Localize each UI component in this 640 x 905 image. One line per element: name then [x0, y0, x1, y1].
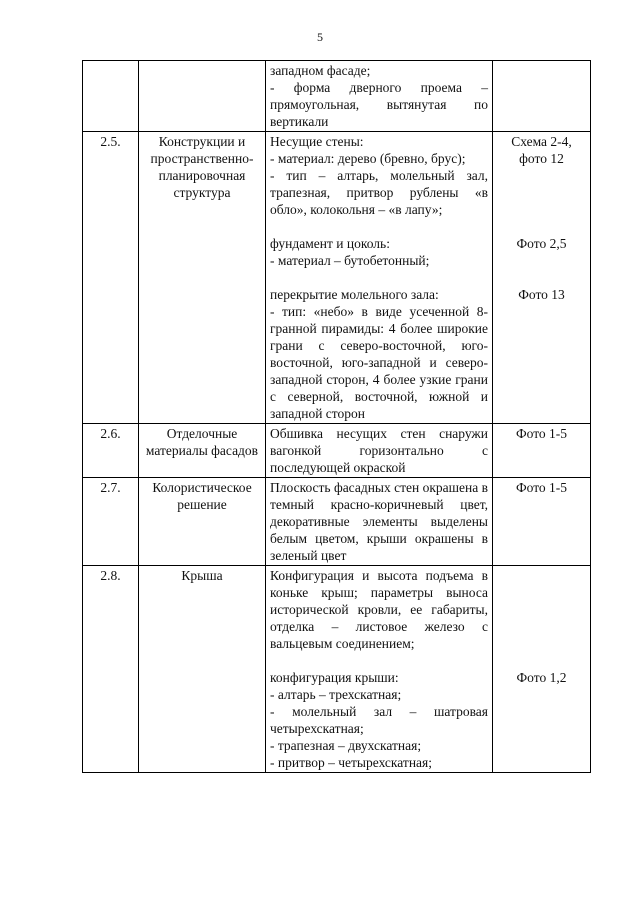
description-line: - притвор – четырехскатная;: [270, 755, 432, 770]
attributes-table: [82, 60, 591, 773]
table-row: [83, 566, 591, 773]
row-reference: [493, 424, 591, 478]
block-gap: [497, 218, 586, 235]
description-line: - тип – алтарь, молельный зал, трапезная, притвор рублены «в обло», колокольня – «в лапу»;: [270, 168, 488, 217]
reference-block: Фото 2,5: [516, 236, 567, 251]
reference-block: Фото 1-5: [515, 426, 568, 441]
table-row: [83, 61, 591, 132]
description-line: Несущие стены:: [270, 134, 364, 149]
table-row: [83, 424, 591, 478]
row-description: [266, 132, 493, 424]
description-line: Плоскость фасадных стен окрашена в темный красно-коричневый цвет, декоративные элементы выделены белым цветом, крыши окрашены в зеленый цвет: [270, 480, 489, 563]
description-line: - алтарь – трехскатная;: [270, 687, 402, 702]
row-description: [266, 478, 493, 566]
description-block: [270, 567, 488, 652]
description-line: фундамент и цоколь:: [270, 236, 390, 251]
description-line: - молельный зал – шатровая четырехскатная;: [270, 704, 488, 736]
description-line: западном фасаде;: [270, 63, 371, 78]
row-description: [266, 61, 493, 132]
description-line: - форма дверного проема – прямоугольная, вытянутая по вертикали: [270, 80, 488, 129]
description-line: - тип: «небо» в виде усеченной 8-гранной пирамиды: 4 более широкие грани с северо-восточной, юго-восточной, юго-западной и северо-западной сторон, 4 более узкие грани с северной, восточной, южной и западной сторон: [270, 304, 488, 421]
description-block: [270, 133, 488, 218]
block-gap: [270, 218, 488, 235]
reference-block: [497, 567, 586, 652]
description-block: [270, 669, 488, 771]
row-reference: [493, 478, 591, 566]
table-row: [83, 478, 591, 566]
row-description: [266, 566, 493, 773]
row-name: Отделочные материалы фасадов: [139, 424, 266, 478]
description-line: - материал: дерево (бревно, брус);: [270, 151, 466, 166]
description-line: - материал – бутобетонный;: [270, 253, 430, 268]
block-gap: [270, 269, 488, 286]
description-line: - трапезная – двухскатная;: [270, 738, 422, 753]
description-line: Обшивка несущих стен снаружи вагонкой горизонтально с последующей окраской: [270, 426, 488, 475]
row-number: 2.8.: [83, 566, 139, 773]
description-line: перекрытие молельного зала:: [270, 287, 439, 302]
page-number: 5: [317, 30, 323, 44]
reference-block: Фото 1-5: [515, 480, 568, 495]
row-description: [266, 424, 493, 478]
reference-block: [497, 62, 586, 130]
reference-block: Фото 13: [518, 287, 565, 302]
row-name: Колористическое решение: [139, 478, 266, 566]
row-name: Крыша: [139, 566, 266, 773]
reference-block: Фото 1,2: [516, 670, 567, 685]
row-number: 2.5.: [83, 132, 139, 424]
row-name: Конструкции и пространственно-планировочная структура: [139, 132, 266, 424]
row-reference: [493, 61, 591, 132]
description-line: Конфигурация и высота подъема в коньке крыш; параметры выноса исторической кровли, ее габариты, отделка – листовое железо с вальцевым соединением;: [270, 568, 488, 651]
row-number: 2.6.: [83, 424, 139, 478]
row-reference: [493, 132, 591, 424]
description-block: [270, 286, 488, 422]
row-number: [83, 61, 139, 132]
block-gap: [497, 269, 586, 286]
block-gap: [497, 652, 586, 669]
description-block: [270, 235, 488, 269]
description-line: конфигурация крыши:: [270, 670, 399, 685]
row-number: 2.7.: [83, 478, 139, 566]
description-block: [270, 479, 488, 564]
description-block: [270, 425, 488, 476]
description-block: [270, 62, 488, 130]
row-name: [139, 61, 266, 132]
reference-block: Схема 2-4, фото 12: [511, 134, 572, 166]
row-reference: [493, 566, 591, 773]
table-row: [83, 132, 591, 424]
block-gap: [270, 652, 488, 669]
